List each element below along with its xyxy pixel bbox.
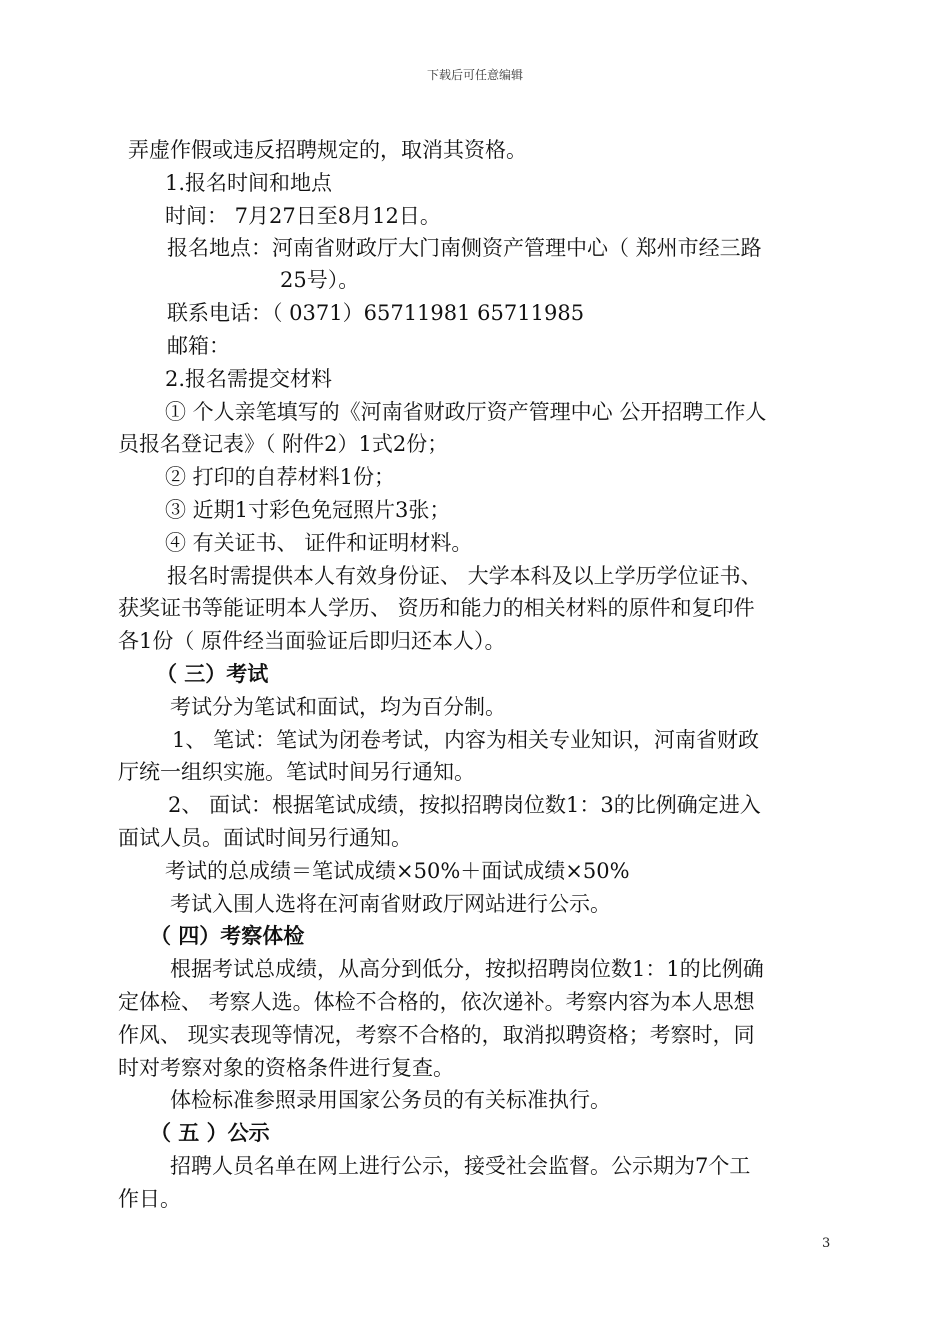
- body-line: 招聘人员名单在网上进行公示，接受社会监督。公示期为7个工: [170, 1154, 751, 1178]
- body-line: 员报名登记表》（ 附件2）1式2份；: [118, 432, 449, 456]
- body-line: 厅统一组织实施。笔试时间另行通知。: [118, 760, 475, 784]
- body-line: 考试入围人选将在河南省财政厅网站进行公示。: [170, 892, 611, 916]
- body-line: 25号）。: [280, 268, 360, 292]
- body-line: 面试人员。面试时间另行通知。: [118, 826, 412, 850]
- body-line: 根据考试总成绩，从高分到低分，按拟招聘岗位数1：1的比例确: [170, 957, 764, 981]
- list-item: ③ 近期1寸彩色免冠照片3张；: [165, 498, 451, 522]
- body-line: 弄虚作假或违反招聘规定的，取消其资格。: [128, 138, 527, 162]
- score-formula: 考试的总成绩＝笔试成绩×50%＋面试成绩×50%: [165, 859, 630, 883]
- body-line: 时间： 7月27日至8月12日。: [165, 204, 441, 228]
- contact-phone: 联系电话：（ 0371）65711981 65711985: [167, 301, 585, 325]
- page-number: 3: [822, 1236, 831, 1251]
- body-line: 作风、 现实表现等情况，考察不合格的，取消拟聘资格；考察时，同: [118, 1023, 755, 1047]
- body-line: 体检标准参照录用国家公务员的有关标准执行。: [170, 1088, 611, 1112]
- section-heading: 2.报名需提交材料: [165, 367, 333, 391]
- list-item: ② 打印的自荐材料1份；: [165, 465, 396, 489]
- section-heading: （ 五 ）公示: [150, 1120, 270, 1145]
- body-line: 定体检、 考察人选。体检不合格的，依次递补。考察内容为本人思想: [118, 990, 755, 1014]
- page-header: 下载后可任意编辑: [426, 68, 523, 82]
- body-line: 时对考察对象的资格条件进行复查。: [118, 1056, 454, 1080]
- list-item: ④ 有关证书、 证件和证明材料。: [165, 531, 473, 555]
- body-line: 2、 面试：根据笔试成绩，按拟招聘岗位数1：3的比例确定进入: [168, 793, 761, 817]
- body-line: 获奖证书等能证明本人学历、 资历和能力的相关材料的原件和复印件: [118, 596, 755, 620]
- body-line: 报名时需提供本人有效身份证、 大学本科及以上学历学位证书、: [167, 564, 762, 588]
- body-line: 报名地点：河南省财政厅大门南侧资产管理中心（ 郑州市经三路: [167, 236, 762, 260]
- section-heading: （ 四）考察体检: [150, 923, 305, 948]
- body-line: 作日。: [118, 1187, 181, 1211]
- body-line: 考试分为笔试和面试，均为百分制。: [170, 695, 506, 719]
- body-line: 各1份（ 原件经当面验证后即归还本人）。: [118, 629, 506, 653]
- section-heading: （ 三）考试: [156, 661, 269, 686]
- section-heading: 1.报名时间和地点: [165, 171, 333, 195]
- body-line: 1、 笔试：笔试为闭卷考试，内容为相关专业知识，河南省财政: [172, 728, 760, 752]
- contact-email: 邮箱：: [167, 334, 230, 358]
- list-item: ① 个人亲笔填写的《河南省财政厅资产管理中心 公开招聘工作人: [165, 400, 767, 424]
